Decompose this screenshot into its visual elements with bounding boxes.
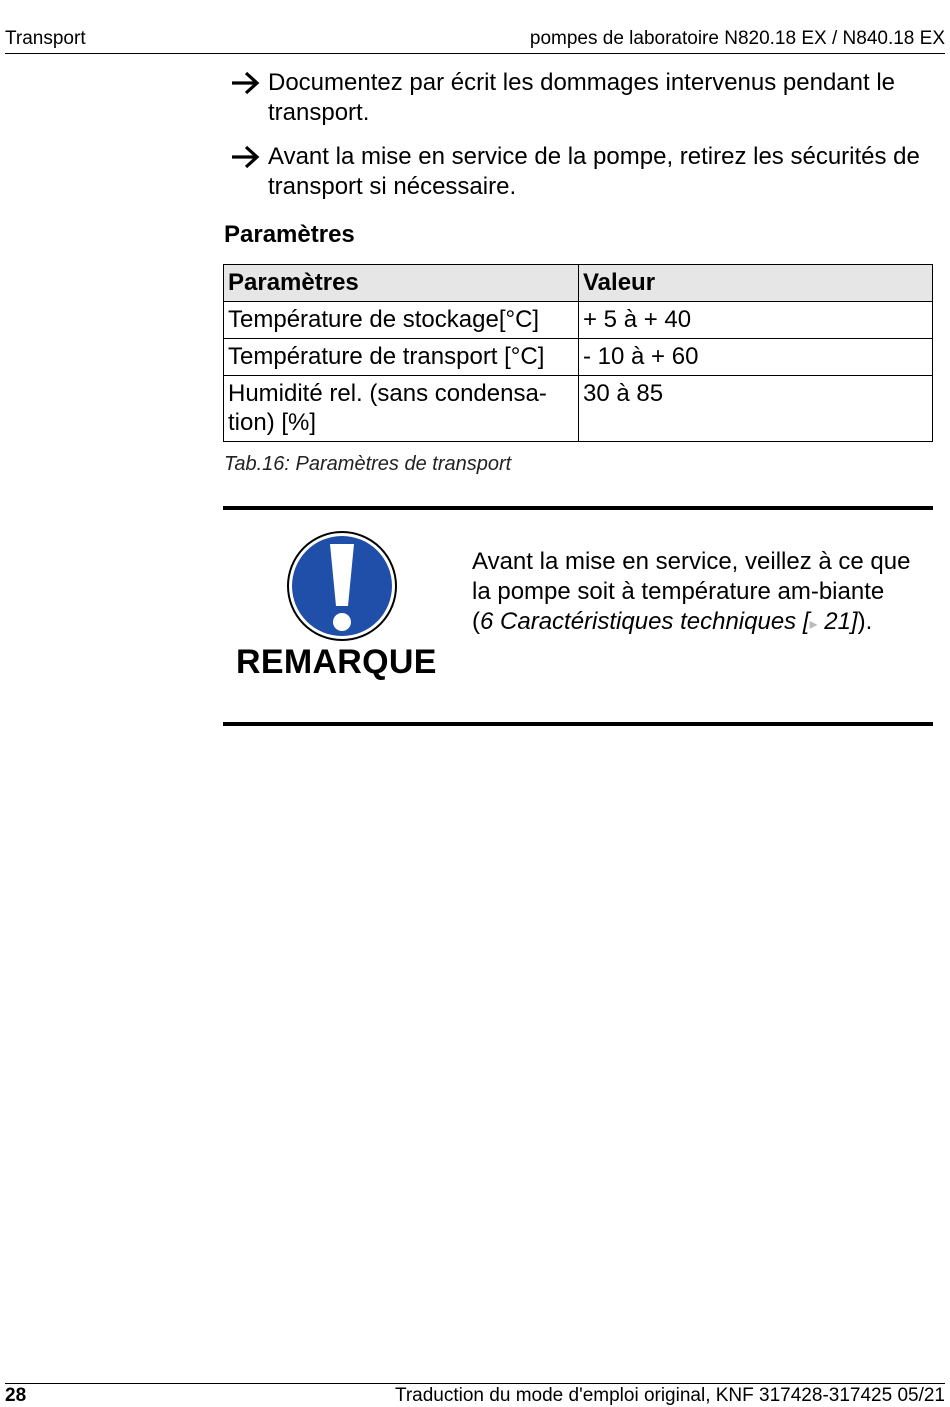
arrow-right-icon <box>230 142 262 172</box>
parameters-table <box>223 264 933 442</box>
reference-page: 21] <box>817 608 858 635</box>
page-ref-marker-icon: ▸ <box>809 616 818 633</box>
table-cell: Température de stockage[°C] <box>224 302 579 339</box>
table-row <box>224 302 933 339</box>
notice-text-after: ). <box>857 608 873 635</box>
footer-divider <box>5 1383 945 1384</box>
notice-text-before: Avant la mise en service, veillez à ce que la pompe soit à température am-biante ( <box>472 548 911 635</box>
table-row <box>224 339 933 376</box>
header-section: Transport <box>5 28 86 49</box>
header-divider <box>5 53 945 54</box>
table-cell: Température de transport [°C] <box>224 339 579 376</box>
column-header: Paramètres <box>224 265 579 302</box>
arrow-right-icon <box>230 68 262 98</box>
notice-label: REMARQUE <box>236 643 437 681</box>
section-title: Paramètres <box>224 221 355 248</box>
footer-document: Traduction du mode d'emploi original, KNF 317428-317425 05/21 <box>394 1385 945 1406</box>
step-text: Documentez par écrit les dommages intervenus pendant le transport. <box>268 69 895 126</box>
table-cell: - 10 à + 60 <box>579 339 933 376</box>
table-caption: Tab.16: Paramètres de transport <box>224 453 512 475</box>
step-text: Avant la mise en service de la pompe, retirez les sécurités de transport si nécessaire. <box>268 143 920 200</box>
cross-reference-link[interactable] <box>480 608 858 635</box>
table-cell: + 5 à + 40 <box>579 302 933 339</box>
header-product: pompes de laboratoire N820.18 EX / N840.18 EX <box>529 28 945 49</box>
page-header <box>5 28 945 50</box>
instruction-step <box>230 68 935 128</box>
instruction-step <box>230 142 935 202</box>
column-header: Valeur <box>579 265 933 302</box>
page-number: 28 <box>5 1385 27 1406</box>
page-footer <box>5 1385 945 1407</box>
table-row <box>224 376 933 442</box>
notice-text <box>472 547 912 640</box>
table-header-row <box>224 265 933 302</box>
table-cell: 30 à 85 <box>579 376 933 442</box>
notice-top-divider <box>223 506 933 510</box>
table-cell: Humidité rel. (sans condensa-tion) [%] <box>224 376 579 442</box>
exclamation-circle-icon <box>286 530 398 642</box>
notice-bottom-divider <box>223 722 933 726</box>
reference-text: 6 Caractéristiques techniques [ <box>480 608 810 635</box>
